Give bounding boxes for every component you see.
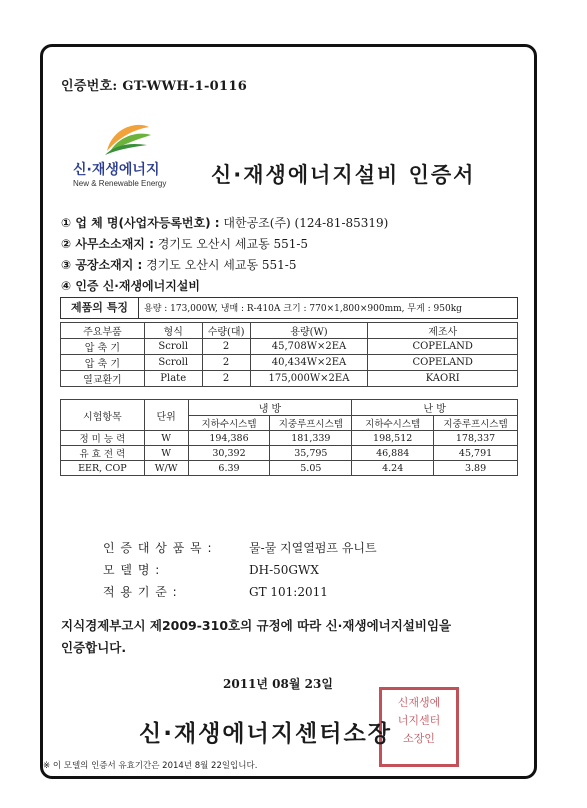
product-features <box>60 297 518 319</box>
detail-row: 적 용 기 준 : GT 101:2011 <box>103 585 328 599</box>
detail-row: 모 델 명 : DH-50GWX <box>103 563 319 577</box>
info-row: ① 업 체 명(사업자등록번호) : 대한공조(주) (124-81-85319) <box>61 216 389 230</box>
issuer-name: 신·재생에너지센터소장 <box>139 721 392 747</box>
features-text: 용량 : 173,000W, 냉매 : R-410A 크기 : 770×1,800×900mm, 무게 : 950kg <box>144 304 462 314</box>
detail-row: 인 증 대 상 품 목 : 물-물 지열열펌프 유니트 <box>103 541 377 555</box>
product-details <box>103 537 377 603</box>
certificate-number: 인증번호: GT-WWH-1-0116 <box>61 79 248 94</box>
info-row: ③ 공장소재지 : 경기도 오산시 세교동 551-5 <box>61 258 297 272</box>
table-row: 압 축 기 Scroll 2 40,434W×2EA COPELAND <box>61 355 518 371</box>
table-header-row: 주요부품 형식 수량(대) 용량(W) 제조사 <box>61 323 518 339</box>
logo-korean-text: 신·재생에너지 <box>73 162 160 178</box>
certificate-title: 신·재생에너지설비 인증서 <box>211 163 476 187</box>
table-row: 열교환기 Plate 2 175,000W×2EA KAORI <box>61 371 518 387</box>
info-row: ④ 인증 신·재생에너지설비 <box>61 279 200 293</box>
issue-date: 2011년 08월 23일 <box>223 677 333 691</box>
logo-english-text: New & Renewable Energy <box>73 179 167 188</box>
certification-statement: 지식경제부고시 제2009-310호의 규정에 따라 신·재생에너지설비임을 인증합니다. <box>61 618 452 655</box>
features-label: 제품의 특징 <box>61 298 139 318</box>
renewable-energy-logo <box>73 121 183 191</box>
info-row: ② 사무소소재지 : 경기도 오산시 세교동 551-5 <box>61 237 309 251</box>
validity-footnote: ※ 이 모델의 인증서 유효기간은 2014년 8월 22일입니다. <box>43 761 258 771</box>
table-row: 정 미 능 력 W 194,386 181,339 198,512 178,337 <box>61 431 518 446</box>
table-row: EER, COP W/W 6.39 5.05 4.24 3.89 <box>61 461 518 476</box>
certificate-page <box>40 44 537 779</box>
company-info <box>61 213 388 297</box>
table-subheader-row: 지하수시스템 지중루프시스템 지하수시스템 지중루프시스템 <box>61 416 518 431</box>
table-header-row: 시험항목 단위 냉 방 난 방 <box>61 400 518 416</box>
performance-table <box>60 399 518 476</box>
parts-table <box>60 322 518 387</box>
official-seal: 신재생에 너지센터 소장인 <box>379 687 459 767</box>
table-row: 유 효 전 력 W 30,392 35,795 46,884 45,791 <box>61 446 518 461</box>
leaf-logo-icon <box>103 121 153 157</box>
table-row: 압 축 기 Scroll 2 45,708W×2EA COPELAND <box>61 339 518 355</box>
